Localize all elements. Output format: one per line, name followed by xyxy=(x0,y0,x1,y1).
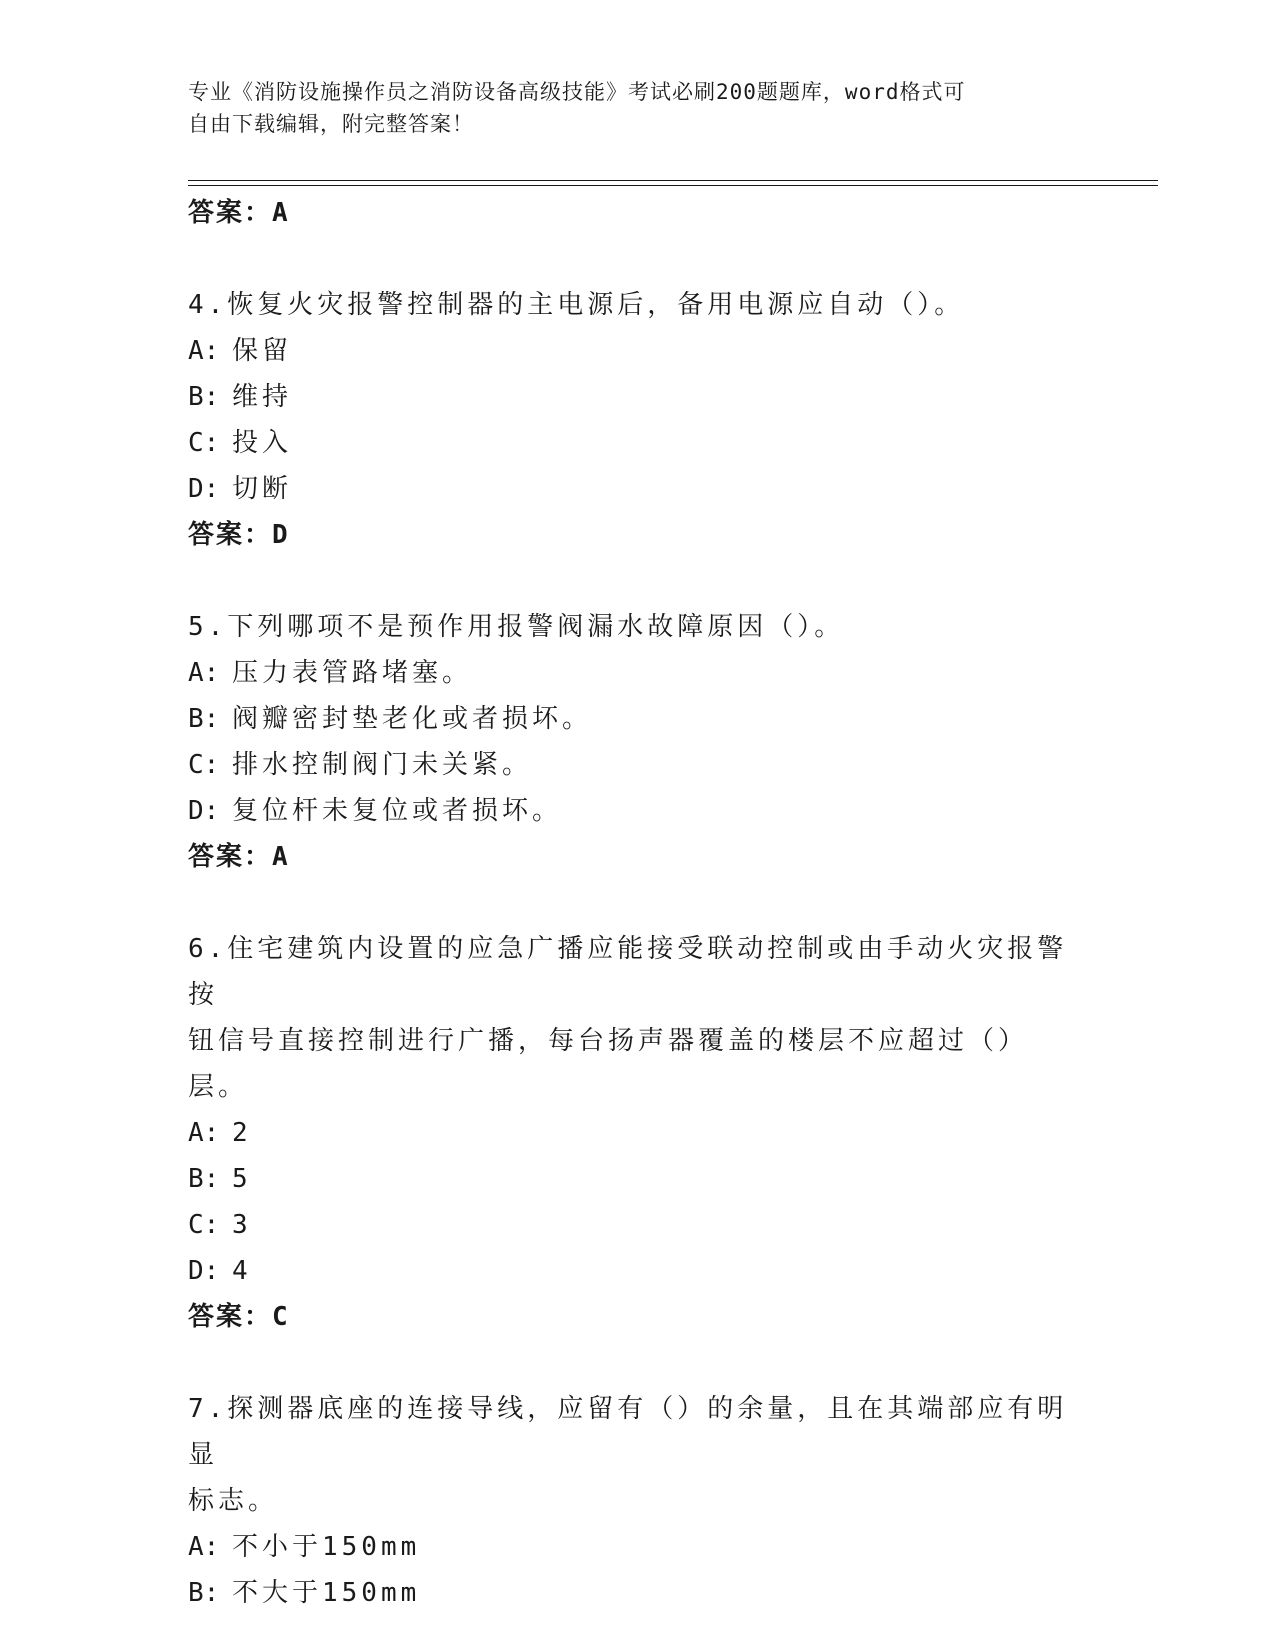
option-text: 投入 xyxy=(232,428,293,458)
option-letter: C: xyxy=(188,428,220,458)
option-letter: A: xyxy=(188,1118,220,1148)
document-header xyxy=(188,76,1068,140)
option-text: 3 xyxy=(232,1210,252,1240)
question-text-line-2: 钮信号直接控制进行广播，每台扬声器覆盖的楼层不应超过（）层。 xyxy=(188,1026,1029,1102)
option-letter: A: xyxy=(188,336,220,366)
answer-line: 答案：A xyxy=(188,198,290,228)
header-divider-top xyxy=(188,180,1158,181)
option-letter: B: xyxy=(188,382,220,412)
option-c xyxy=(188,420,1068,466)
question-block xyxy=(188,1386,1068,1616)
option-letter: B: xyxy=(188,1578,220,1608)
option-letter: D: xyxy=(188,796,220,826)
question-block xyxy=(188,282,1068,558)
option-text: 4 xyxy=(232,1256,252,1286)
option-letter: B: xyxy=(188,1164,220,1194)
question-list xyxy=(188,190,1068,1616)
answer-line: 答案：A xyxy=(188,842,290,872)
option-c xyxy=(188,742,1068,788)
option-b xyxy=(188,696,1068,742)
question-text: 4.恢复火灾报警控制器的主电源后，备用电源应自动（）。 xyxy=(188,290,965,320)
option-text: 切断 xyxy=(232,474,293,504)
option-text: 不大于150mm xyxy=(232,1578,421,1608)
option-letter: A: xyxy=(188,658,220,688)
option-letter: C: xyxy=(188,1210,220,1240)
header-line-2: 自由下载编辑，附完整答案！ xyxy=(188,112,474,136)
option-text: 压力表管路堵塞。 xyxy=(232,658,473,688)
option-b xyxy=(188,1570,1068,1616)
option-b xyxy=(188,374,1068,420)
option-c xyxy=(188,1202,1068,1248)
option-d xyxy=(188,788,1068,834)
option-text: 复位杆未复位或者损坏。 xyxy=(232,796,563,826)
option-letter: D: xyxy=(188,1256,220,1286)
spacer xyxy=(188,236,1068,282)
option-text: 不小于150mm xyxy=(232,1532,421,1562)
option-text: 5 xyxy=(232,1164,252,1194)
answer-line: 答案：D xyxy=(188,520,290,550)
option-b xyxy=(188,1156,1068,1202)
question-text-line-2: 标志。 xyxy=(188,1486,279,1516)
option-text: 阀瓣密封垫老化或者损坏。 xyxy=(232,704,593,734)
option-letter: A: xyxy=(188,1532,220,1562)
option-letter: D: xyxy=(188,474,220,504)
option-a xyxy=(188,650,1068,696)
question-block xyxy=(188,926,1068,1340)
option-a xyxy=(188,1110,1068,1156)
question-text-line-1: 6.住宅建筑内设置的应急广播应能接受联动控制或由手动火灾报警按 xyxy=(188,934,1068,1010)
answer-line: 答案：C xyxy=(188,1302,290,1332)
header-divider-bottom xyxy=(188,185,1158,186)
spacer xyxy=(188,880,1068,926)
option-text: 2 xyxy=(232,1118,252,1148)
option-d xyxy=(188,466,1068,512)
option-a xyxy=(188,328,1068,374)
option-d xyxy=(188,1248,1068,1294)
option-a xyxy=(188,1524,1068,1570)
header-line-1: 专业《消防设施操作员之消防设备高级技能》考试必刷200题题库，word格式可 xyxy=(188,80,966,104)
question-text-line-1: 7.探测器底座的连接导线，应留有（）的余量，且在其端部应有明显 xyxy=(188,1394,1068,1470)
option-text: 保留 xyxy=(232,336,293,366)
spacer xyxy=(188,1340,1068,1386)
option-letter: B: xyxy=(188,704,220,734)
question-text: 5.下列哪项不是预作用报警阀漏水故障原因（）。 xyxy=(188,612,845,642)
spacer xyxy=(188,558,1068,604)
option-letter: C: xyxy=(188,750,220,780)
option-text: 排水控制阀门未关紧。 xyxy=(232,750,533,780)
option-text: 维持 xyxy=(232,382,293,412)
question-block xyxy=(188,604,1068,880)
